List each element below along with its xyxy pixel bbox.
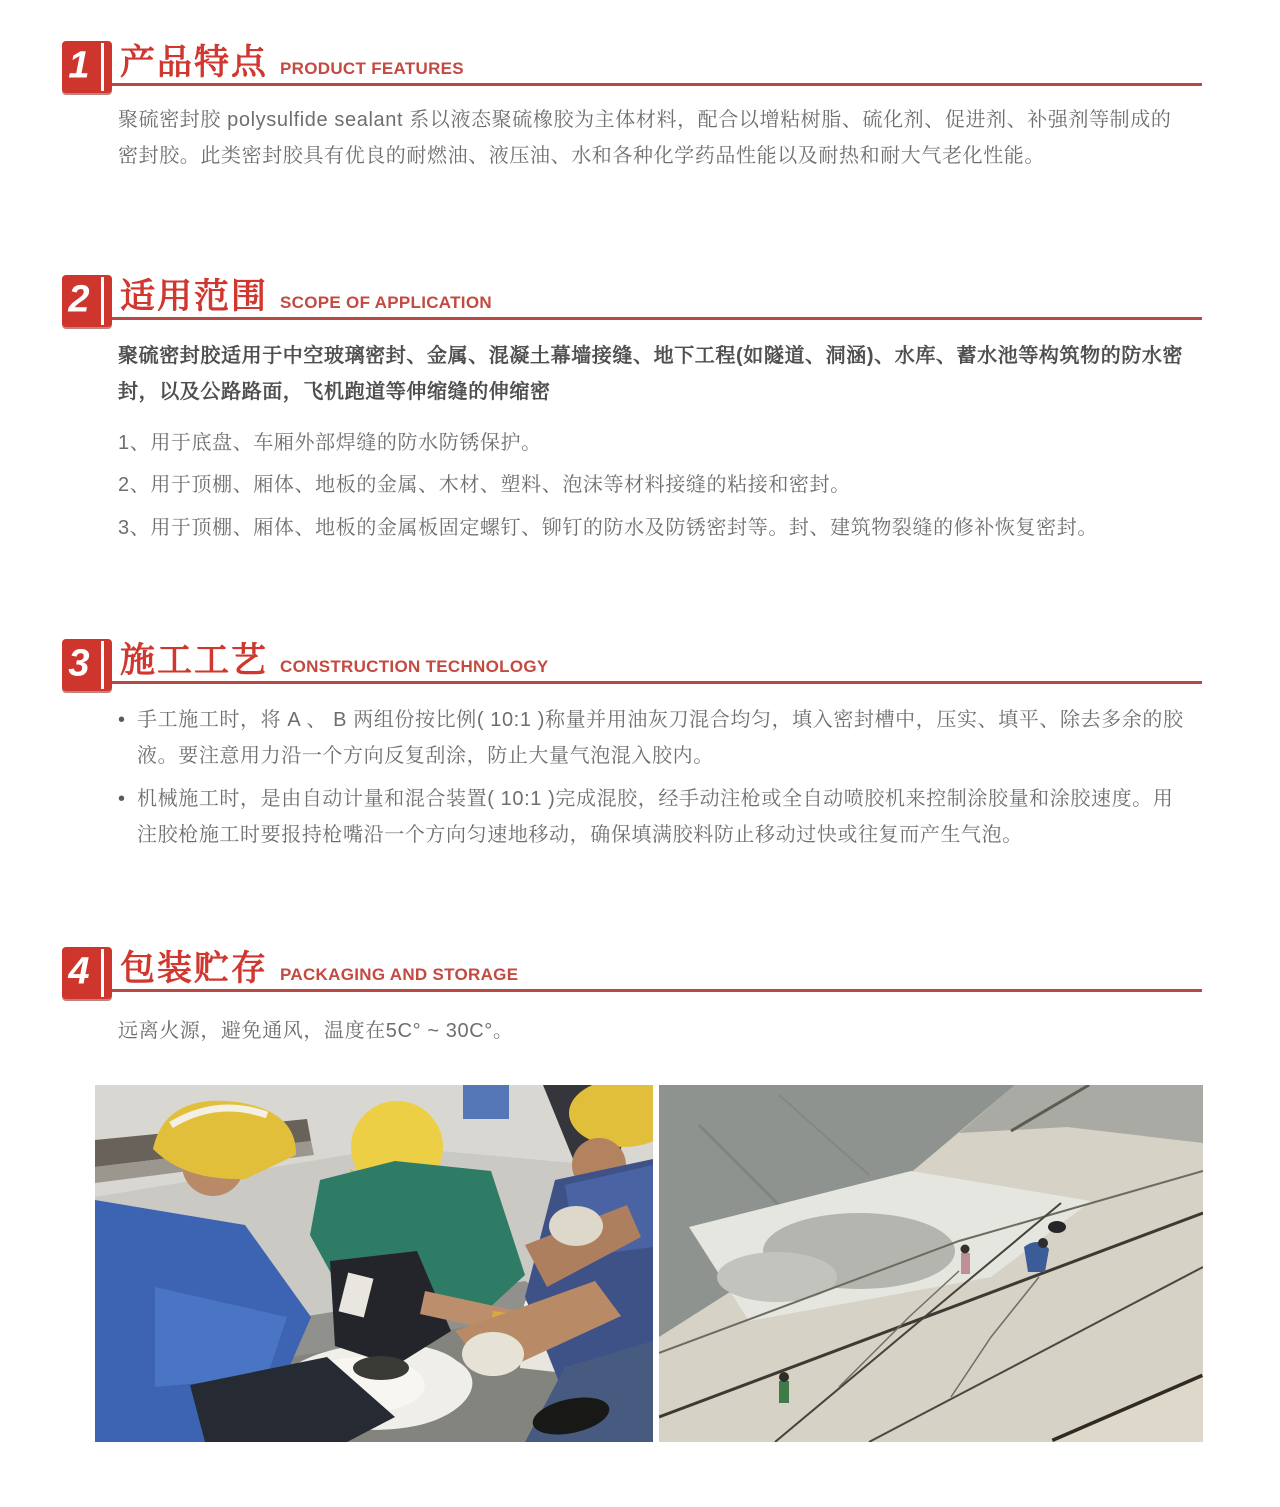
section-body [0, 702, 1280, 854]
section-scope-of-application [0, 270, 1280, 552]
section-title-zh: 产品特点 [120, 43, 269, 82]
section-titles [120, 269, 492, 319]
list-item: 2、用于顶棚、厢体、地板的金属、木材、塑料、泡沫等材料接缝的粘接和密封。 [118, 474, 851, 497]
body-paragraph: 聚硫密封胶 polysulfide sealant 系以液态聚硫橡胶为主体材料，配合以增粘树脂、硫化剂、促进剂、补强剂等制成的密封胶。此类密封胶具有优良的耐燃油、液压油、水和各种化学药品性能以及耐热和耐大气老化性能。 [118, 109, 1172, 168]
bullet-icon: • [118, 787, 126, 810]
section-number-badge [62, 41, 112, 93]
section-title-zh: 适用范围 [120, 277, 269, 316]
section-title-en: PACKAGING AND STORAGE [280, 965, 519, 984]
section-titles [120, 633, 549, 683]
bullet-item [118, 702, 1184, 775]
section-number-badge [62, 275, 112, 327]
section-title-en: CONSTRUCTION TECHNOLOGY [280, 657, 549, 676]
section-header [62, 36, 1202, 90]
bullet-text: 机械施工时，是由自动计量和混合装置( 10:1 )完成混胶，经手动注枪或全自动喷胶机来控制涂胶量和涂胶速度。用注胶枪施工时要报持枪嘴沿一个方向匀速地移动，确保填满胶料防止移动过快或往复而产生气泡。 [137, 787, 1174, 847]
section-number: 4 [68, 950, 90, 993]
section-title-en: SCOPE OF APPLICATION [280, 293, 492, 312]
section-header [62, 634, 1202, 688]
section-number: 2 [68, 278, 90, 321]
bullet-item [118, 781, 1184, 854]
list-item: 3、用于顶棚、厢体、地板的金属板固定螺钉、铆钉的防水及防锈密封等。封、建筑物裂缝的修补恢复密封。 [118, 516, 1098, 539]
section-number: 1 [68, 44, 90, 87]
bullet-text: 手工施工时，将 A 、 B 两组份按比例( 10:1 )称量并用油灰刀混合均匀，填入密封槽中，压实、填平、除去多余的胶液。要注意用力沿一个方向反复刮涂，防止大量气泡混入胶内。 [137, 709, 1184, 768]
photo-embankment-expansion-joints [659, 1085, 1203, 1442]
section-body [0, 1013, 1280, 1049]
section-body [0, 338, 1280, 546]
body-paragraph: 远离火源，避免通风，温度在5C° ~ 30C°。 [118, 1020, 514, 1042]
photo-row [95, 1085, 1203, 1442]
section-header [62, 270, 1202, 324]
lead-paragraph: 聚硫密封胶适用于中空玻璃密封、金属、混凝土幕墙接缝、地下工程(如隧道、洞涵)、水库、蓄水池等构筑物的防水密封，以及公路路面，飞机跑道等伸缩缝的伸缩密 [118, 345, 1184, 404]
section-number-badge [62, 947, 112, 999]
section-titles [120, 941, 518, 991]
section-titles [120, 35, 464, 85]
bullet-icon: • [118, 709, 126, 731]
section-packaging-and-storage [0, 942, 1280, 1049]
section-product-features [0, 36, 1280, 175]
section-construction-technology [0, 634, 1280, 860]
section-body [0, 102, 1280, 175]
section-number-badge [62, 639, 112, 691]
section-header [62, 942, 1202, 996]
section-title-en: PRODUCT FEATURES [280, 59, 464, 78]
list-item: 1、用于底盘、车厢外部焊缝的防水防锈保护。 [118, 431, 542, 454]
section-number: 3 [68, 642, 90, 685]
section-title-zh: 包装贮存 [120, 949, 269, 988]
photo-workers-mixing-sealant [95, 1085, 653, 1442]
section-title-zh: 施工工艺 [120, 641, 269, 680]
